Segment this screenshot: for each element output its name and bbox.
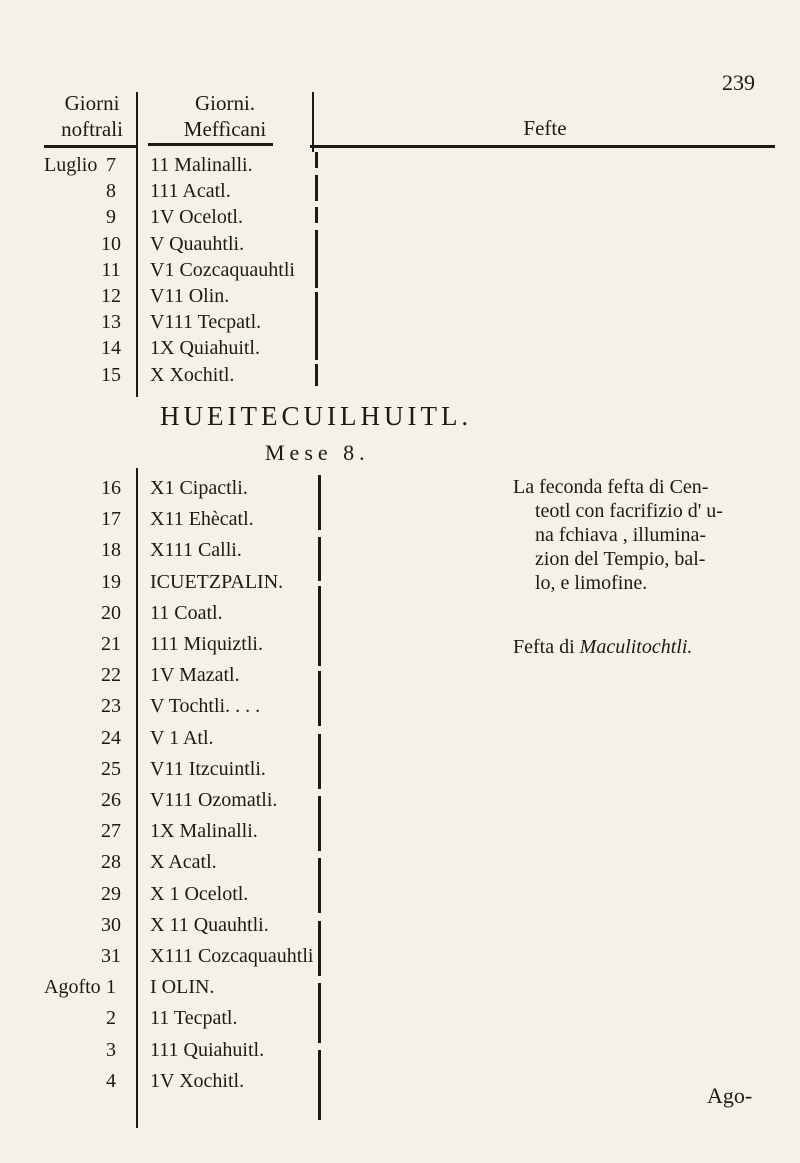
festa-line: zion del Tempio, bal- [535, 548, 706, 570]
mexican-day-name: X111 Cozcaquauhtli [150, 945, 314, 967]
day-number: 22 [101, 664, 121, 687]
bracket [315, 207, 318, 223]
mexican-day-name: V111 Ozomatli. [150, 789, 278, 811]
mexican-day-name: 1X Malinalli. [150, 820, 258, 843]
header-giorni-nostrali-line2: noftrali [61, 117, 123, 141]
mexican-day-name: 11 Tecpatl. [150, 1007, 238, 1030]
bracket [315, 230, 318, 288]
festa-maculitochtli-prefix: Fefta di [513, 636, 575, 658]
mexican-day-name: ICUETZPALIN. [150, 570, 284, 593]
mexican-day-name: V 1 Atl. [150, 726, 214, 749]
day-number: 7 [106, 154, 116, 176]
mexican-day-name: V11 Itzcuintli. [150, 757, 266, 780]
bracket [318, 671, 321, 726]
column-divider-bottom [136, 468, 138, 1128]
bracket [318, 796, 321, 851]
header-rule-messicani [148, 143, 273, 146]
festa-maculitochtli [513, 636, 692, 659]
header-rule-nostrali [44, 145, 136, 148]
mexican-day-name: 1V Xochitl. [150, 1069, 245, 1092]
day-number: 17 [101, 508, 121, 531]
day-number: 4 [106, 1069, 116, 1092]
header-giorni-messicani [150, 90, 300, 142]
mexican-day-name: V111 Tecpatl. [150, 311, 262, 334]
bracket [318, 921, 321, 976]
day-number: 24 [101, 726, 121, 749]
day-number: 1 [106, 976, 116, 999]
day-number: 9 [106, 206, 116, 229]
header-giorni-nostrali [42, 90, 142, 142]
bracket [315, 292, 318, 360]
day-number: 16 [101, 477, 121, 499]
day-number: 21 [101, 633, 121, 655]
mexican-day-name: X 1 Ocelotl. [150, 882, 249, 905]
mexican-day-name: 111 Miquiztli. [150, 633, 263, 655]
mexican-day-name: X 11 Quauhtli. [150, 913, 269, 936]
mexican-day-name: V Quauhtli. [150, 232, 245, 255]
section-subtitle: Mese 8. [265, 440, 370, 465]
day-number: 25 [101, 757, 121, 780]
day-number: 10 [101, 232, 121, 255]
mexican-day-name: 11 Malinalli. [150, 154, 253, 176]
bracket [315, 364, 318, 386]
mexican-day-name: 11 Coatl. [150, 601, 223, 624]
header-giorni-messicani-line2: Meffìcani [183, 117, 267, 141]
day-number: 12 [101, 285, 121, 307]
bracket [318, 858, 321, 913]
bracket [315, 152, 318, 168]
month-label: Agofto [44, 976, 101, 999]
bracket [318, 983, 321, 1043]
festa-line: La feconda fefta di Cen- [513, 476, 709, 498]
day-number: 28 [101, 851, 121, 874]
mexican-day-name: 1X Quiahuitl. [150, 337, 260, 360]
mexican-day-name: X Acatl. [150, 851, 217, 874]
day-number: 3 [106, 1038, 116, 1061]
day-number: 2 [106, 1007, 116, 1030]
day-number: 30 [101, 913, 121, 936]
festa-line: lo, e limofine. [535, 572, 648, 594]
page-number: 239 [722, 70, 755, 95]
bracket [318, 586, 321, 666]
bracket [318, 475, 321, 530]
mexican-day-name: X111 Calli. [150, 539, 242, 562]
day-number: 27 [101, 820, 121, 843]
bracket [318, 537, 321, 581]
mexican-day-name: 1V Ocelotl. [150, 206, 243, 229]
mexican-day-name: X1 Cipactli. [150, 477, 248, 499]
day-number: 15 [101, 363, 121, 386]
day-number: 13 [101, 311, 121, 334]
day-number: 8 [106, 180, 116, 203]
bracket [318, 1050, 321, 1120]
day-number: 26 [101, 789, 121, 811]
mexican-day-name: V Tochtli. . . . [150, 695, 261, 718]
mexican-day-name: V1 Cozcaquauhtli [150, 258, 295, 281]
header-rule-feste [310, 145, 775, 148]
mexican-day-name: I OLIN. [150, 976, 215, 999]
mexican-day-name: 111 Quiahuitl. [150, 1038, 265, 1061]
header-giorni-nostrali-line1: Giorni [64, 91, 120, 115]
mexican-day-name: X Xochitl. [150, 363, 235, 386]
catchword: Ago- [707, 1083, 753, 1108]
bracket [315, 175, 318, 201]
day-number: 29 [101, 882, 121, 905]
day-number: 23 [101, 695, 121, 718]
day-number: 31 [101, 945, 121, 967]
month-label: Luglio [44, 154, 98, 176]
column-divider-top [136, 92, 138, 397]
day-number: 11 [101, 258, 121, 281]
mexican-day-name: V11 Olin. [150, 285, 230, 307]
bracket [318, 734, 321, 789]
column-divider-feste [312, 92, 314, 152]
mexican-day-name: 1V Mazatl. [150, 664, 240, 687]
festa-line: teotl con facrifizio d' u- [535, 500, 723, 522]
day-number: 14 [101, 337, 121, 360]
day-number: 18 [101, 539, 121, 562]
day-number: 20 [101, 601, 121, 624]
mexican-day-name: 111 Acatl. [150, 180, 231, 203]
section-title: HUEITECUILHUITL. [160, 401, 473, 431]
header-giorni-messicani-line1: Giorni. [194, 91, 256, 115]
mexican-day-name: X11 Ehècatl. [150, 508, 254, 531]
festa-maculitochtli-name: Maculitochtli. [579, 636, 693, 658]
festa-line: na fchiava , illumina- [535, 524, 707, 546]
day-number: 19 [101, 570, 121, 593]
header-feste: Fefte [523, 116, 567, 140]
